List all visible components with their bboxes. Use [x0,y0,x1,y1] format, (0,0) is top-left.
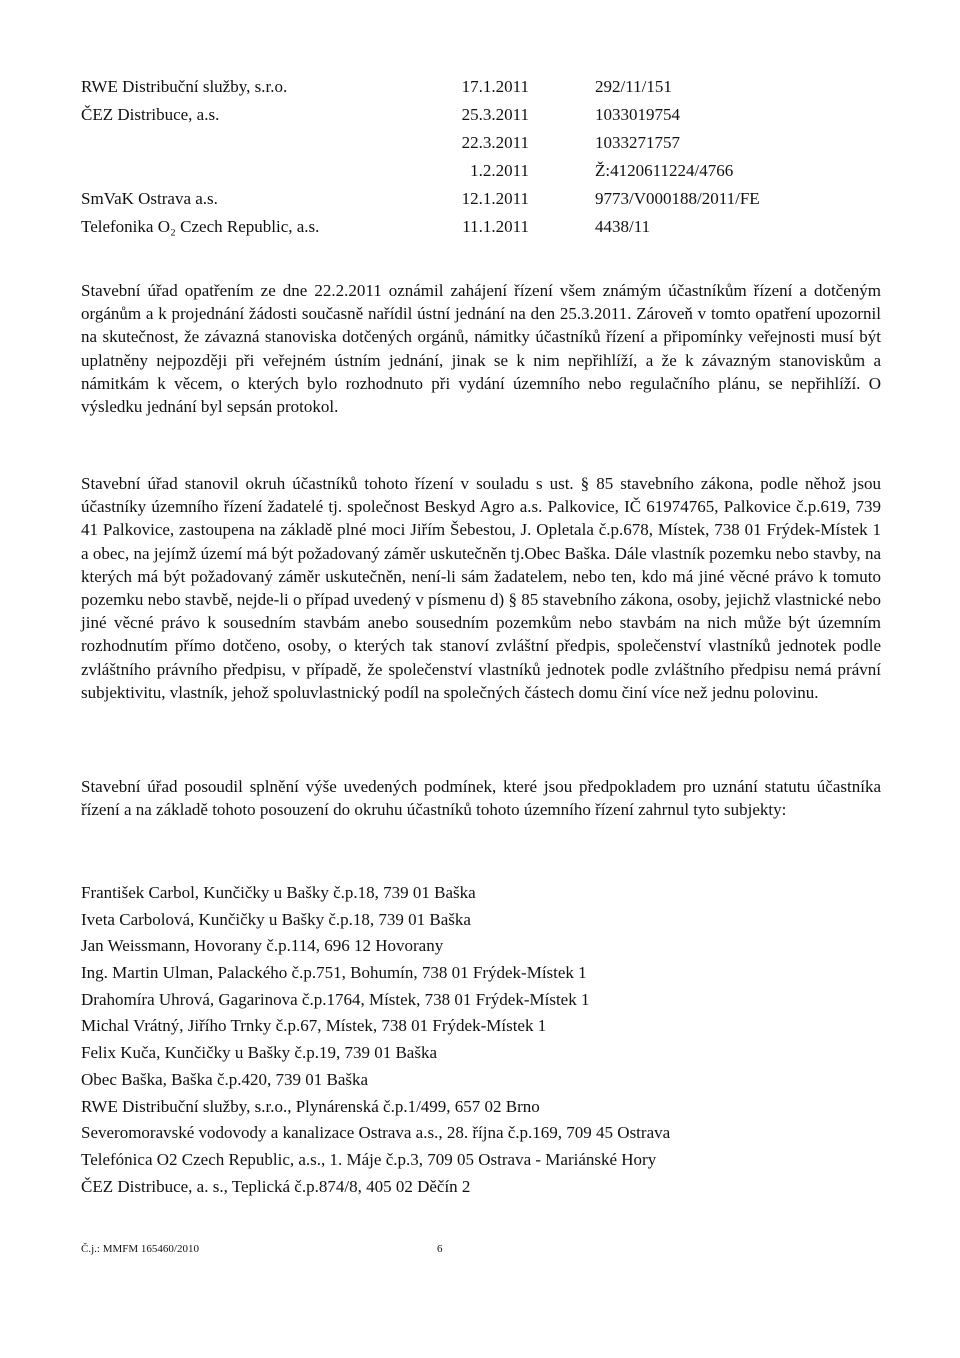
footer-page-number: 6 [437,1243,443,1255]
stakeholder-name: ČEZ Distribuce, a.s. [81,105,220,124]
statement-reference: Ž:4120611224/4766 [595,161,734,180]
procedure-notice-paragraph [81,279,881,418]
stakeholder-row [81,101,821,129]
statement-date: 22.3.2011 [461,133,529,152]
statement-date: 17.1.2011 [461,77,529,96]
list-item: Felix Kuča, Kunčičky u Bašky č.p.19, 739 01 Baška [81,1043,437,1063]
statement-reference: 4438/11 [595,217,651,236]
statement-date: 12.1.2011 [461,189,529,208]
participants-scope-paragraph [81,472,881,704]
list-item: Drahomíra Uhrová, Gagarinova č.p.1764, Místek, 738 01 Frýdek-Místek 1 [81,989,590,1009]
stakeholder-row [81,185,821,213]
list-item: Telefónica O2 Czech Republic, a.s., 1. Máje č.p.3, 709 05 Ostrava - Mariánské Hory [81,1149,657,1169]
list-item: Michal Vrátný, Jiřího Trnky č.p.67, Místek, 738 01 Frýdek-Místek 1 [81,1016,547,1036]
stakeholder-row [81,129,821,157]
list-item: Iveta Carbolová, Kunčičky u Bašky č.p.18, 739 01 Baška [81,909,471,929]
stakeholder-name: RWE Distribuční služby, s.r.o. [81,77,288,96]
participant-subjects-list [81,880,881,1200]
participants-assessment-paragraph [81,775,881,821]
list-item: RWE Distribuční služby, s.r.o., Plynárenská č.p.1/499, 657 02 Brno [81,1096,540,1116]
paragraph-text: Stavební úřad posoudil splnění výše uvedených podmínek, které jsou předpokladem pro uznání statutu účastníka řízení a na základě tohoto posouzení do okruhu účastníků tohoto územního řízení zahrnul tyto subjekty: [81,777,881,820]
list-item: Ing. Martin Ulman, Palackého č.p.751, Bohumín, 738 01 Frýdek-Místek 1 [81,963,587,983]
statement-date: 11.1.2011 [462,217,529,236]
footer-case-reference: Č.j.: MMFM 165460/2010 [81,1243,199,1255]
list-item: František Carbol, Kunčičky u Bašky č.p.18, 739 01 Baška [81,883,476,902]
stakeholder-row [81,73,821,101]
list-item: ČEZ Distribuce, a. s., Teplická č.p.874/8, 405 02 Děčín 2 [81,1176,471,1196]
statement-date: 1.2.2011 [470,161,529,180]
statement-reference: 292/11/151 [595,77,672,96]
statement-reference: 9773/V000188/2011/FE [595,189,760,208]
list-item: Severomoravské vodovody a kanalizace Ostrava a.s., 28. října č.p.169, 709 45 Ostrava [81,1123,671,1143]
stakeholder-statements-list [81,73,821,241]
stakeholder-row [81,157,821,185]
paragraph-text: Stavební úřad opatřením ze dne 22.2.2011 oznámil zahájení řízení všem známým účastníkům řízení a dotčeným orgánům a k projednání žádosti současně nařídil ústní jednání na den 25.3.2011. Zároveň v tomto opatření upozornil na skutečnost, že závazná stanoviska dotčených orgánů, námitky účastníků řízení a připomínky veřejnosti musí být uplatněny nejpozději při veřejném ústním jednání, jinak se k nim nepřihlíží, a že k závazným stanoviskům a námitkám k věcem, o kterých bylo rozhodnuto při vydání územního nebo regulačního plánu, se nepřihlíží. O výsledku jednání byl sepsán protokol. [81,281,881,417]
statement-reference: 1033019754 [595,105,680,124]
list-item: Obec Baška, Baška č.p.420, 739 01 Baška [81,1069,369,1089]
statement-reference: 1033271757 [595,133,680,152]
statement-date: 25.3.2011 [461,105,529,124]
list-item: Jan Weissmann, Hovorany č.p.114, 696 12 Hovorany [81,936,444,956]
paragraph-text: Stavební úřad stanovil okruh účastníků tohoto řízení v souladu s ust. § 85 stavebního zákona, podle něhož jsou účastníky územního řízení žadatelé tj. společnost Beskyd Agro a.s. Palkovice, IČ 61974765, Palkovice č.p.619, 739 41 Palkovice, zastoupena na základě plné moci Jiřím Šebestou, J. Opletala č.p.678, Místek, 738 01 Frýdek-Místek 1 a obec, na jejímž území má být požadovaný záměr uskutečněn tj.Obec Baška. Dále vlastník pozemku nebo stavby, na kterých má být požadovaný záměr uskutečněn, není-li sám žadatelem, nebo ten, kdo má jiné věcné právo k tomuto pozemku nebo stavbě, nejde-li o případ uvedený v písmenu d) § 85 stavebního zákona, osoby, jejichž vlastnické nebo jiné věcné právo k sousedním stavbám anebo sousedním pozemkům nebo stavbám na nich může být územním rozhodnutím přímo dotčeno, osoby, o kterých tak stanoví zvláštní předpis, společenství vlastníků jednotek podle zvláštního právního předpisu, v případě, že společenství vlastníků jednotek podle zvláštního předpisu nemá právní subjektivitu, vlastník, jehož spoluvlastnický podíl na společných částech domu činí více než jednu polovinu. [81,474,881,702]
stakeholder-name: Telefonika O₂ Czech Republic, a.s. [81,217,320,236]
stakeholder-name: SmVaK Ostrava a.s. [81,189,218,208]
stakeholder-row [81,213,821,241]
